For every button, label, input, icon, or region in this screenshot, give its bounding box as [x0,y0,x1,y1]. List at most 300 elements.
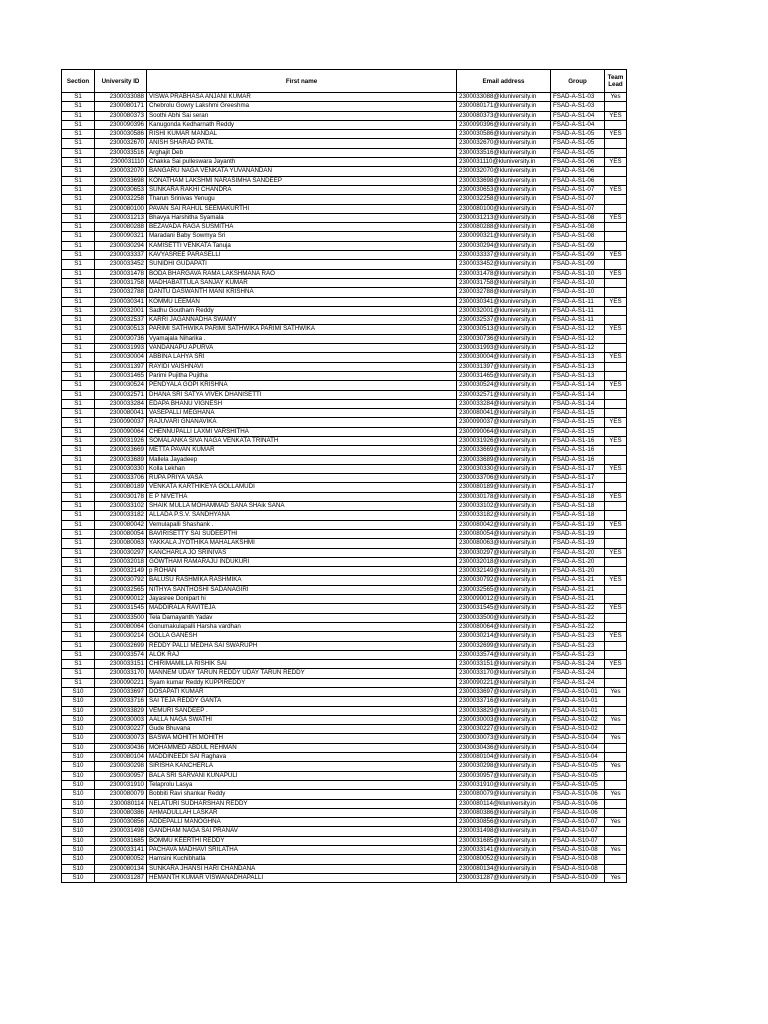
cell-first-name: Tela Damayanth Yadav [147,613,457,622]
cell-team-lead: YES [605,158,627,167]
roster-table [61,69,627,883]
cell-group: FSAD-A-S1-19 [551,539,605,548]
cell-first-name: Bhavya Harshitha Syamala [147,213,457,222]
table-row [62,762,627,771]
cell-team-lead [605,483,627,492]
table-row [62,557,627,566]
table-row [62,120,627,129]
cell-first-name: SAI TEJA REDDY GANTA [147,697,457,706]
cell-section: S10 [62,734,95,743]
cell-section: S1 [62,251,95,260]
cell-email: 2300032788@kluniversity.in [457,288,551,297]
header-first-name: First name [147,70,457,93]
cell-section: S10 [62,688,95,697]
cell-first-name: MANNEM UDAY TARUN REDDY UDAY TARUN REDDY [147,669,457,678]
cell-first-name: RAJUVARI GNANAVIKA [147,418,457,427]
cell-section: S1 [62,158,95,167]
cell-group: FSAD-A-S10-06 [551,808,605,817]
cell-team-lead [605,278,627,287]
cell-email: 2300033337@kluniversity.in [457,251,551,260]
cell-first-name: p ROHAN [147,567,457,576]
cell-team-lead: Yes [605,93,627,102]
cell-group: FSAD-A-S1-03 [551,102,605,111]
cell-team-lead: Yes [605,715,627,724]
cell-team-lead [605,780,627,789]
cell-team-lead: Yes [605,873,627,882]
cell-university-id: 2300030436 [95,743,147,752]
cell-group: FSAD-A-S1-16 [551,436,605,445]
cell-first-name: NELATURI SUDHARSHAN REDDY [147,799,457,808]
table-row [62,725,627,734]
table-row [62,130,627,139]
cell-university-id: 2300033088 [95,93,147,102]
cell-section: S10 [62,743,95,752]
cell-section: S1 [62,334,95,343]
table-row [62,604,627,613]
cell-section: S10 [62,780,95,789]
cell-section: S10 [62,846,95,855]
cell-section: S1 [62,492,95,501]
table-row [62,650,627,659]
table-row [62,241,627,250]
cell-section: S1 [62,455,95,464]
cell-email: 2300080114@kluniversity.in [457,799,551,808]
table-row [62,474,627,483]
cell-first-name: KONATHAM LAKSHMI NARASIMHA SANDEEP [147,176,457,185]
cell-group: FSAD-A-S10-07 [551,818,605,827]
table-row [62,418,627,427]
cell-group: FSAD-A-S1-14 [551,381,605,390]
table-row [62,102,627,111]
cell-section: S10 [62,715,95,724]
cell-first-name: ALOK RAJ [147,650,457,659]
cell-section: S1 [62,204,95,213]
table-row [62,771,627,780]
cell-section: S1 [62,446,95,455]
cell-university-id: 2300033706 [95,474,147,483]
table-row [62,799,627,808]
cell-team-lead [605,799,627,808]
cell-email: 2300030073@kluniversity.in [457,734,551,743]
cell-group: FSAD-A-S1-05 [551,130,605,139]
cell-section: S10 [62,697,95,706]
table-row [62,185,627,194]
cell-university-id: 2300080114 [95,799,147,808]
cell-team-lead [605,641,627,650]
table-row [62,353,627,362]
cell-first-name: RUPA PRIYA VASA [147,474,457,483]
cell-section: S1 [62,409,95,418]
table-row [62,251,627,260]
cell-email: 2300080063@kluniversity.in [457,539,551,548]
cell-group: FSAD-A-S1-22 [551,604,605,613]
cell-first-name: BALUSU RASHMIKA RASHMIKA [147,576,457,585]
table-row [62,836,627,845]
cell-university-id: 2300030856 [95,818,147,827]
cell-section: S10 [62,799,95,808]
cell-team-lead [605,808,627,817]
cell-team-lead: YES [605,604,627,613]
cell-first-name: Vemulapalli Shashank . [147,520,457,529]
cell-first-name: GANDHAM NAGA SAI PRANAV [147,827,457,836]
cell-section: S1 [62,223,95,232]
cell-team-lead [605,567,627,576]
table-row [62,260,627,269]
cell-group: FSAD-A-S1-17 [551,483,605,492]
cell-email: 2300032670@kluniversity.in [457,139,551,148]
table-row [62,873,627,882]
cell-group: FSAD-A-S10-05 [551,762,605,771]
table-row [62,483,627,492]
cell-first-name: ALLADA P.S.V. SANDHYANA [147,511,457,520]
cell-email: 2300090064@kluniversity.in [457,427,551,436]
cell-university-id: 2300030792 [95,576,147,585]
cell-email: 2300030330@kluniversity.in [457,464,551,473]
cell-team-lead [605,306,627,315]
cell-first-name: CHENNUPALLI LAXMI VARSHITHA [147,427,457,436]
cell-section: S1 [62,195,95,204]
cell-group: FSAD-A-S1-04 [551,111,605,120]
cell-email: 2300033574@kluniversity.in [457,650,551,659]
cell-group: FSAD-A-S1-20 [551,557,605,566]
cell-university-id: 2300033829 [95,706,147,715]
table-row [62,846,627,855]
cell-university-id: 2300033698 [95,176,147,185]
cell-university-id: 2300030653 [95,185,147,194]
cell-group: FSAD-A-S1-20 [551,567,605,576]
cell-section: S1 [62,604,95,613]
cell-group: FSAD-A-S10-06 [551,790,605,799]
cell-university-id: 2300090012 [95,595,147,604]
table-row [62,585,627,594]
cell-group: FSAD-A-S1-15 [551,418,605,427]
cell-university-id: 2300080052 [95,855,147,864]
cell-team-lead [605,399,627,408]
cell-group: FSAD-A-S10-01 [551,697,605,706]
cell-team-lead [605,167,627,176]
cell-section: S10 [62,753,95,762]
cell-university-id: 2300030294 [95,241,147,250]
table-row [62,595,627,604]
cell-university-id: 2300033337 [95,251,147,260]
cell-email: 2300031110@kluniversity.in [457,158,551,167]
cell-university-id: 2300080288 [95,223,147,232]
cell-first-name: KARRI JAGANNADHA SWAMY [147,316,457,325]
cell-section: S1 [62,148,95,157]
table-row [62,455,627,464]
cell-email: 2300031213@kluniversity.in [457,213,551,222]
cell-first-name: RAYIDI VAISHNAVI [147,362,457,371]
cell-section: S1 [62,260,95,269]
cell-group: FSAD-A-S1-23 [551,641,605,650]
cell-university-id: 2300090064 [95,427,147,436]
cell-email: 2300030004@kluniversity.in [457,353,551,362]
cell-team-lead [605,232,627,241]
cell-university-id: 2300080386 [95,808,147,817]
cell-first-name: BODA BHARGAVA RAMA LAKSHMANA RAO [147,269,457,278]
cell-university-id: 2300080063 [95,539,147,548]
cell-email: 2300031397@kluniversity.in [457,362,551,371]
cell-section: S1 [62,427,95,436]
cell-university-id: 2300031910 [95,780,147,789]
cell-team-lead: YES [605,632,627,641]
cell-first-name: GOLLA GANESH [147,632,457,641]
header-team-lead: Team Lead [605,70,627,93]
cell-group: FSAD-A-S10-01 [551,706,605,715]
cell-university-id: 2300033452 [95,260,147,269]
cell-email: 2300080052@kluniversity.in [457,855,551,864]
cell-email: 2300033102@kluniversity.in [457,502,551,511]
cell-section: S1 [62,511,95,520]
cell-university-id: 2300030227 [95,725,147,734]
cell-section: S1 [62,185,95,194]
cell-team-lead: YES [605,520,627,529]
cell-university-id: 2300033516 [95,148,147,157]
cell-email: 2300031478@kluniversity.in [457,269,551,278]
cell-email: 2300033697@kluniversity.in [457,688,551,697]
cell-email: 2300080373@kluniversity.in [457,111,551,120]
cell-section: S1 [62,529,95,538]
cell-first-name: VENKATA KARTHIKEYA GOLLAMUDI [147,483,457,492]
table-row [62,706,627,715]
cell-team-lead [605,288,627,297]
table-row [62,325,627,334]
cell-team-lead [605,446,627,455]
cell-section: S1 [62,464,95,473]
table-row [62,399,627,408]
cell-first-name: NITHYA SANTHOSHI SADANAGIRI [147,585,457,594]
cell-section: S10 [62,790,95,799]
cell-section: S1 [62,436,95,445]
cell-team-lead [605,390,627,399]
cell-email: 2300030003@kluniversity.in [457,715,551,724]
cell-team-lead [605,678,627,687]
cell-group: FSAD-A-S1-08 [551,232,605,241]
cell-section: S1 [62,130,95,139]
cell-team-lead [605,595,627,604]
cell-first-name: SHAIK MULLA MOHAMMAD SANA SHAik SANA [147,502,457,511]
table-row [62,93,627,102]
cell-email: 2300033516@kluniversity.in [457,148,551,157]
cell-section: S1 [62,325,95,334]
cell-university-id: 2300080054 [95,529,147,538]
cell-section: S1 [62,269,95,278]
cell-group: FSAD-A-S1-10 [551,269,605,278]
cell-email: 2300031910@kluniversity.in [457,780,551,789]
cell-group: FSAD-A-S1-16 [551,446,605,455]
cell-section: S1 [62,483,95,492]
cell-section: S1 [62,316,95,325]
table-row [62,436,627,445]
cell-email: 2300080100@kluniversity.in [457,204,551,213]
table-row [62,502,627,511]
cell-first-name: BALA SRI SARVANI KUNAPULI [147,771,457,780]
cell-first-name: Maradani Baby Sowmya Sri [147,232,457,241]
cell-university-id: 2300033669 [95,446,147,455]
cell-university-id: 2300033284 [95,399,147,408]
cell-group: FSAD-A-S1-22 [551,622,605,631]
cell-university-id: 2300030736 [95,334,147,343]
table-row [62,567,627,576]
cell-group: FSAD-A-S10-02 [551,725,605,734]
table-row [62,780,627,789]
table-row [62,511,627,520]
cell-group: FSAD-A-S1-09 [551,251,605,260]
cell-email: 2300031685@kluniversity.in [457,836,551,845]
table-row [62,167,627,176]
cell-first-name: KAMISETTI VENKATA Tanuja [147,241,457,250]
cell-email: 2300033698@kluniversity.in [457,176,551,185]
cell-email: 2300080104@kluniversity.in [457,753,551,762]
table-row [62,548,627,557]
cell-university-id: 2300080171 [95,102,147,111]
cell-university-id: 2300090037 [95,418,147,427]
cell-group: FSAD-A-S1-17 [551,474,605,483]
cell-email: 2300032018@kluniversity.in [457,557,551,566]
header-section: Section [62,70,95,93]
cell-group: FSAD-A-S1-19 [551,529,605,538]
cell-group: FSAD-A-S1-16 [551,455,605,464]
cell-team-lead: YES [605,251,627,260]
cell-group: FSAD-A-S1-13 [551,371,605,380]
cell-email: 2300090221@kluniversity.in [457,678,551,687]
cell-email: 2300080079@kluniversity.in [457,790,551,799]
cell-email: 2300030736@kluniversity.in [457,334,551,343]
cell-section: S1 [62,278,95,287]
cell-email: 2300080054@kluniversity.in [457,529,551,538]
cell-university-id: 2300030586 [95,130,147,139]
cell-first-name: DANTU DASWANTH MANI KRISHNA [147,288,457,297]
table-row [62,139,627,148]
cell-team-lead [605,371,627,380]
cell-university-id: 2300032018 [95,557,147,566]
cell-university-id: 2300031397 [95,362,147,371]
cell-section: S1 [62,102,95,111]
cell-first-name: PENDYALA GOPI KRISHNA [147,381,457,390]
cell-group: FSAD-A-S1-07 [551,185,605,194]
cell-section: S1 [62,362,95,371]
cell-group: FSAD-A-S1-22 [551,613,605,622]
cell-email: 2300030957@kluniversity.in [457,771,551,780]
cell-first-name: BAVIRISETTY SAI SUDEEPTHI [147,529,457,538]
cell-group: FSAD-A-S10-07 [551,836,605,845]
cell-university-id: 2300031926 [95,436,147,445]
cell-email: 2300031926@kluniversity.in [457,436,551,445]
cell-first-name: Kanugonda Kedharnath Reddy [147,120,457,129]
cell-university-id: 2300031545 [95,604,147,613]
cell-section: S1 [62,176,95,185]
cell-group: FSAD-A-S10-08 [551,864,605,873]
cell-university-id: 2300032565 [95,585,147,594]
cell-university-id: 2300033716 [95,697,147,706]
cell-email: 2300090321@kluniversity.in [457,232,551,241]
cell-section: S1 [62,678,95,687]
cell-section: S1 [62,306,95,315]
cell-email: 2300031498@kluniversity.in [457,827,551,836]
table-row [62,381,627,390]
cell-section: S10 [62,855,95,864]
cell-first-name: PARIMI SATHWIKA PARIMI SATHWIKA PARIMI SATHWIKA [147,325,457,334]
cell-first-name: Vyamajala Niharika . [147,334,457,343]
cell-email: 2300033088@kluniversity.in [457,93,551,102]
cell-group: FSAD-A-S1-03 [551,93,605,102]
cell-university-id: 2300080042 [95,520,147,529]
cell-university-id: 2300080041 [95,409,147,418]
cell-team-lead [605,474,627,483]
cell-section: S1 [62,622,95,631]
cell-team-lead [605,836,627,845]
cell-email: 2300032258@kluniversity.in [457,195,551,204]
cell-section: S1 [62,390,95,399]
table-row [62,697,627,706]
cell-first-name: PACHAVA MADHAVI SRILATHA [147,846,457,855]
cell-team-lead [605,427,627,436]
cell-group: FSAD-A-S1-11 [551,297,605,306]
cell-first-name: Gonumakulapalli Harsha vardhan [147,622,457,631]
table-row [62,306,627,315]
cell-email: 2300030294@kluniversity.in [457,241,551,250]
cell-team-lead [605,344,627,353]
cell-email: 2300030513@kluniversity.in [457,325,551,334]
cell-section: S10 [62,771,95,780]
cell-university-id: 2300032070 [95,167,147,176]
cell-first-name: Telaprolu Lasya [147,780,457,789]
cell-group: FSAD-A-S1-18 [551,492,605,501]
cell-email: 2300032571@kluniversity.in [457,390,551,399]
cell-team-lead [605,455,627,464]
cell-group: FSAD-A-S1-11 [551,316,605,325]
cell-section: S1 [62,111,95,120]
cell-group: FSAD-A-S1-08 [551,213,605,222]
cell-first-name: Syam kumar Reddy KUPPIREDDY [147,678,457,687]
table-row [62,753,627,762]
cell-university-id: 2300030341 [95,297,147,306]
cell-team-lead [605,669,627,678]
cell-team-lead: YES [605,130,627,139]
cell-first-name: VASEPALLI MEGHANA [147,409,457,418]
cell-team-lead [605,139,627,148]
cell-team-lead: YES [605,492,627,501]
cell-group: FSAD-A-S10-04 [551,734,605,743]
cell-group: FSAD-A-S1-13 [551,353,605,362]
cell-first-name: MADDINEEDI SAI Raghava [147,753,457,762]
cell-team-lead: YES [605,576,627,585]
table-row [62,622,627,631]
cell-email: 2300033141@kluniversity.in [457,846,551,855]
cell-section: S1 [62,557,95,566]
cell-email: 2300033182@kluniversity.in [457,511,551,520]
cell-section: S1 [62,650,95,659]
cell-section: S10 [62,725,95,734]
table-row [62,223,627,232]
cell-team-lead [605,120,627,129]
cell-group: FSAD-A-S10-08 [551,846,605,855]
cell-email: 2300032001@kluniversity.in [457,306,551,315]
cell-first-name: Gude Bhuvana [147,725,457,734]
cell-university-id: 2300031685 [95,836,147,845]
table-row [62,660,627,669]
cell-email: 2300031545@kluniversity.in [457,604,551,613]
cell-team-lead [605,241,627,250]
cell-team-lead: YES [605,185,627,194]
table-row [62,344,627,353]
cell-group: FSAD-A-S1-18 [551,502,605,511]
cell-first-name: PAVAN SAI RAHUL SEEMAKURTHI [147,204,457,213]
cell-email: 2300080288@kluniversity.in [457,223,551,232]
cell-university-id: 2300032788 [95,288,147,297]
table-row [62,539,627,548]
cell-email: 2300030586@kluniversity.in [457,130,551,139]
